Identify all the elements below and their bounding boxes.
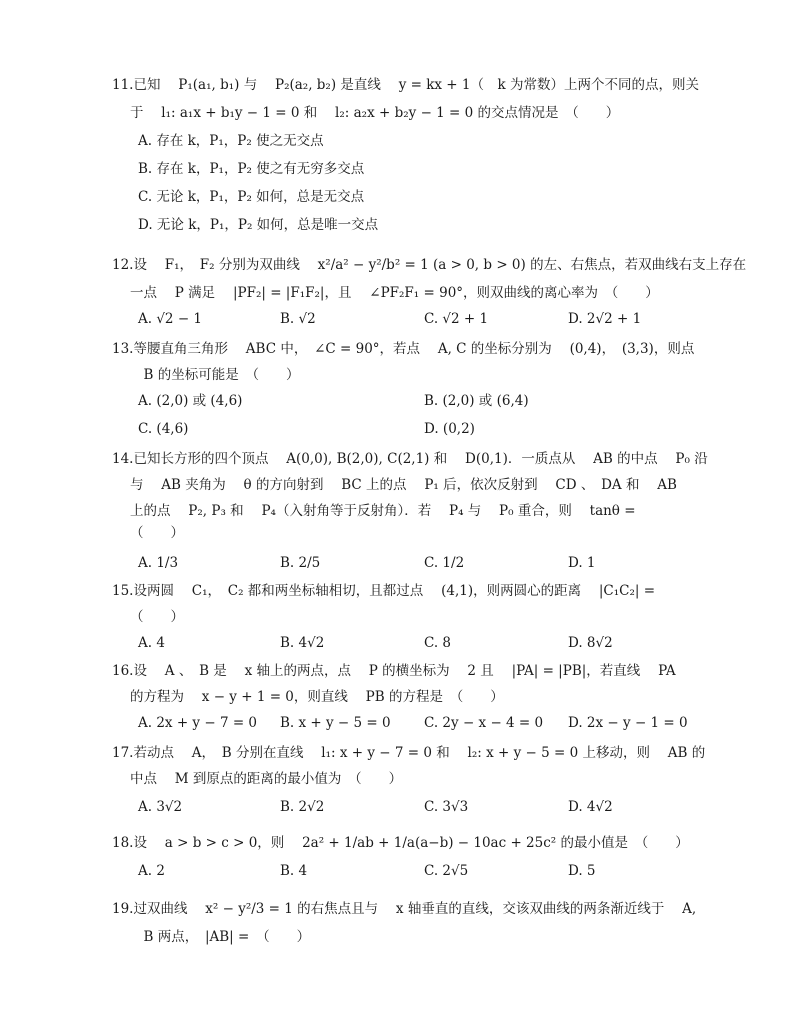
question-12-line-1: 12.设 F₁， F₂ 分别为双曲线 x²/a² − y²/b² = 1 (a > 0, b > 0) 的左、右焦点，若双曲线右支上存在 — [112, 257, 747, 273]
question-14-line-2: 与 AB 夹角为 θ 的方向射到 BC 上的点 P₁ 后，依次反射到 CD 、 DA 和 AB — [130, 477, 677, 493]
option-18-c[interactable]: C. 2√5 — [424, 863, 469, 879]
option-11-a[interactable]: A. 存在 k，P₁，P₂ 使之无交点 — [138, 133, 324, 149]
question-15-line-1: 15.设两圆 C₁， C₂ 都和两坐标轴相切，且都过点 (4,1)，则两圆心的距离 |C₁C₂| = — [112, 583, 656, 599]
option-11-b[interactable]: B. 存在 k，P₁，P₂ 使之有无穷多交点 — [138, 161, 365, 177]
option-11-c[interactable]: C. 无论 k，P₁，P₂ 如何，总是无交点 — [138, 189, 365, 205]
question-16-line-2: 的方程为 x − y + 1 = 0，则直线 PB 的方程是 （ ） — [130, 689, 504, 705]
question-19-line-1: 19.过双曲线 x² − y²/3 = 1 的右焦点且与 x 轴垂直的直线，交该双曲线的两条渐近线于 A, — [112, 901, 697, 917]
option-16-c[interactable]: C. 2y − x − 4 = 0 — [424, 715, 544, 731]
option-14-d[interactable]: D. 1 — [568, 555, 596, 571]
question-19-line-2: B 两点， |AB| = （ ） — [130, 929, 311, 945]
option-15-a[interactable]: A. 4 — [138, 635, 165, 651]
option-12-d[interactable]: D. 2√2 + 1 — [568, 311, 642, 327]
option-17-c[interactable]: C. 3√3 — [424, 799, 469, 815]
option-18-a[interactable]: A. 2 — [138, 863, 165, 879]
option-14-a[interactable]: A. 1/3 — [138, 555, 179, 571]
option-18-b[interactable]: B. 4 — [280, 863, 308, 879]
option-16-b[interactable]: B. x + y − 5 = 0 — [280, 715, 391, 731]
option-15-b[interactable]: B. 4√2 — [280, 635, 325, 651]
option-12-a[interactable]: A. √2 − 1 — [138, 311, 203, 327]
option-18-d[interactable]: D. 5 — [568, 863, 596, 879]
option-13-b[interactable]: B. (2,0) 或 (6,4) — [424, 393, 529, 409]
option-13-a[interactable]: A. (2,0) 或 (4,6) — [138, 393, 243, 409]
question-11-line-2: 于 l₁: a₁x + b₁y − 1 = 0 和 l₂: a₂x + b₂y − 1 = 0 的交点情况是 （ ） — [130, 105, 620, 121]
option-17-d[interactable]: D. 4√2 — [568, 799, 613, 815]
option-17-a[interactable]: A. 3√2 — [138, 799, 183, 815]
question-14-line-1: 14.已知长方形的四个顶点 A(0,0), B(2,0), C(2,1) 和 D(0,1)．一质点从 AB 的中点 P₀ 沿 — [112, 451, 708, 467]
option-13-c[interactable]: C. (4,6) — [138, 421, 189, 437]
question-13-line-1: 13.等腰直角三角形 ABC 中， ∠C = 90°，若点 A, C 的坐标分别为 (0,4)， (3,3)，则点 — [112, 341, 695, 357]
question-12-line-2: 一点 P 满足 |PF₂| = |F₁F₂|，且 ∠PF₂F₁ = 90°，则双曲线的离心率为 （ ） — [130, 285, 659, 301]
question-18-line-1: 18.设 a > b > c > 0，则 2a² + 1/ab + 1/a(a−b) − 10ac + 25c² 的最小值是 （ ） — [112, 835, 689, 851]
question-13-line-2: B 的坐标可能是 （ ） — [130, 367, 300, 383]
option-15-c[interactable]: C. 8 — [424, 635, 452, 651]
option-12-b[interactable]: B. √2 — [280, 311, 316, 327]
option-11-d[interactable]: D. 无论 k，P₁，P₂ 如何，总是唯一交点 — [138, 217, 379, 233]
option-16-a[interactable]: A. 2x + y − 7 = 0 — [138, 715, 258, 731]
question-16-line-1: 16.设 A 、 B 是 x 轴上的两点，点 P 的横坐标为 2 且 |PA| = |PB|，若直线 PA — [112, 663, 676, 679]
option-17-b[interactable]: B. 2√2 — [280, 799, 325, 815]
option-13-d[interactable]: D. (0,2) — [424, 421, 475, 437]
question-11-line-1: 11.已知 P₁(a₁, b₁) 与 P₂(a₂, b₂) 是直线 y = kx + 1（ k 为常数）上两个不同的点，则关 — [112, 77, 699, 93]
option-14-b[interactable]: B. 2/5 — [280, 555, 321, 571]
option-15-d[interactable]: D. 8√2 — [568, 635, 613, 651]
question-17-line-2: 中点 M 到原点的距离的最小值为 （ ） — [130, 771, 403, 787]
question-14-line-3: 上的点 P₂, P₃ 和 P₄（入射角等于反射角）．若 P₄ 与 P₀ 重合，则 tanθ = — [130, 503, 636, 519]
option-14-c[interactable]: C. 1/2 — [424, 555, 465, 571]
question-15-line-2: （ ） — [130, 609, 184, 625]
question-14-line-4: （ ） — [130, 525, 184, 541]
question-17-line-1: 17.若动点 A， B 分别在直线 l₁: x + y − 7 = 0 和 l₂: x + y − 5 = 0 上移动，则 AB 的 — [112, 745, 706, 761]
option-12-c[interactable]: C. √2 + 1 — [424, 311, 489, 327]
option-16-d[interactable]: D. 2x − y − 1 = 0 — [568, 715, 688, 731]
